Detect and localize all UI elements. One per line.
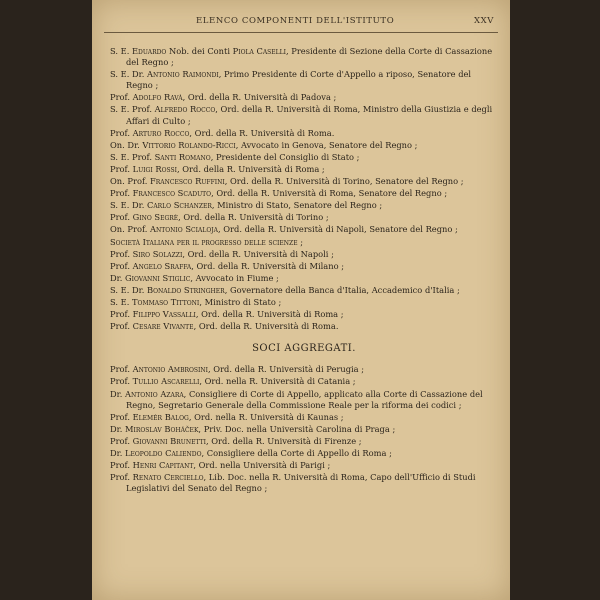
- entry-text: , Ord. nella R. Università di Kaunas ;: [188, 411, 344, 422]
- member-entry: [110, 237, 498, 248]
- aggregate-members-list: [110, 364, 498, 494]
- member-name: Adolfo Ravà: [132, 92, 183, 103]
- entry-prefix: Prof.: [110, 321, 133, 332]
- entry-text: , Ord. della R. Università di Napoli ;: [182, 248, 334, 259]
- entry-text: , Ord. della R. Università di Roma ;: [195, 309, 344, 320]
- entry-text: , Ord. della R. Università di Padova ;: [182, 92, 337, 103]
- entry-prefix: On. Prof.: [110, 176, 151, 187]
- member-name: Siro Solazzi: [132, 248, 183, 259]
- entry-prefix: Prof.: [110, 188, 133, 199]
- entry-prefix: Prof.: [110, 260, 133, 271]
- member-entry: [110, 188, 498, 199]
- member-entry: [110, 448, 498, 459]
- members-list: [110, 46, 498, 332]
- entry-prefix: Prof.: [110, 460, 133, 471]
- entry-prefix: Prof.: [110, 472, 133, 483]
- member-name: Miroslav Boháček: [124, 423, 199, 434]
- entry-text: , Consigliere della Corte di Appello di Roma ;: [201, 448, 392, 458]
- entry-text: , Ord. della R. Università di Perugia ;: [208, 364, 365, 375]
- entry-text: , Avvocato in Genova, Senatore del Regno ;: [235, 139, 418, 150]
- document-page: [92, 0, 510, 600]
- member-entry: [110, 104, 498, 126]
- entry-text: , Ord. della R. Università di Roma, Ministro della Giustizia e degli Affari di Culto ;: [126, 104, 493, 126]
- member-name: Filippo Vassalli: [132, 309, 196, 320]
- member-entry: [110, 249, 498, 260]
- entry-prefix: S. E.: [110, 296, 132, 307]
- member-entry: [110, 140, 498, 151]
- entry-prefix: S. E. Prof.: [110, 104, 155, 115]
- entry-prefix: Dr.: [110, 423, 125, 434]
- member-entry: [110, 261, 498, 272]
- entry-prefix: Prof.: [110, 127, 133, 138]
- member-name: Carlo Schanzer: [146, 200, 212, 211]
- member-entry: [110, 176, 498, 187]
- member-name: Bonaldo Stringher: [146, 284, 225, 295]
- entry-text: , Lib. Doc. nella R. Università di Roma, Capo dell'Ufficio di Studi Legislativi del Senato del Regno ;: [126, 472, 476, 494]
- entry-text: , Ord. della R. Università di Torino ;: [178, 212, 329, 223]
- entry-prefix: S. E. Dr.: [110, 69, 147, 80]
- entry-text: , Ord. della R. Università di Roma, Senatore del Regno ;: [211, 188, 448, 199]
- running-title: ELENCO COMPONENTI DELL'ISTITUTO: [196, 16, 395, 26]
- member-entry: [110, 212, 498, 223]
- member-name: Eduardo: [132, 46, 167, 56]
- member-name: Arturo Rocco: [132, 127, 190, 138]
- entry-prefix: Prof.: [110, 92, 133, 103]
- member-entry: [110, 200, 498, 211]
- member-name: Santi Romano: [154, 151, 211, 162]
- entry-text: , Ord. della R. Università di Roma.: [189, 127, 335, 138]
- running-header: [104, 12, 498, 33]
- member-name: Piola Caselli: [232, 46, 286, 56]
- entry-prefix: On. Prof.: [110, 224, 151, 235]
- member-entry: [110, 460, 498, 471]
- member-name: Renato Cerciello: [132, 472, 204, 483]
- member-entry: [110, 376, 498, 387]
- section-title: SOCI AGGREGATI.: [252, 343, 356, 355]
- member-name: Elemér Balog: [132, 411, 189, 422]
- entry-prefix: Prof.: [110, 212, 133, 223]
- member-entry: [110, 472, 498, 494]
- member-name: Vittorio Rolando-Ricci: [142, 139, 236, 150]
- member-name: Antonio Azara: [124, 388, 184, 399]
- member-name: Cesare Vivante: [132, 321, 194, 332]
- member-entry: [110, 364, 498, 375]
- member-entry: [110, 224, 498, 235]
- entry-prefix: Prof.: [110, 248, 133, 259]
- member-name: Società Italiana per il progresso delle scienze: [110, 236, 298, 247]
- page-number: XXV: [473, 16, 494, 26]
- entry-text: , Priv. Doc. nella Università Carolina di Praga ;: [198, 423, 396, 434]
- member-entry: [110, 69, 498, 91]
- member-name: Alfredo Rocco: [154, 104, 216, 115]
- entry-prefix: Prof.: [110, 309, 133, 320]
- member-entry: [110, 412, 498, 423]
- member-name: Luigi Rossi: [132, 163, 177, 174]
- member-name: Antonio Ambrosini: [132, 364, 209, 375]
- entry-text: Nob. dei Conti: [166, 46, 233, 56]
- member-name: Francesco Ruffini: [150, 176, 225, 187]
- member-name: Leopoldo Caliendo: [124, 448, 202, 458]
- entry-prefix: Dr.: [110, 448, 125, 458]
- entry-text: , Presidente del Consiglio di Stato ;: [210, 151, 360, 162]
- entry-text: , Consigliere di Corte di Appello, applicato alla Corte di Cassazione del Regno, Segretario Generale della Commissione Reale per la riforma dei codici ;: [126, 388, 483, 410]
- entry-prefix: S. E. Prof.: [110, 151, 155, 162]
- entry-text: , Ord. nella Università di Parigi ;: [193, 460, 331, 471]
- member-entry: [110, 128, 498, 139]
- entry-text: , Presidente di Sezione della Corte di Cassazione del Regno ;: [126, 46, 493, 68]
- entry-prefix: Prof.: [110, 163, 133, 174]
- entry-prefix: Prof.: [110, 376, 133, 387]
- entry-prefix: S. E. Dr.: [110, 200, 147, 211]
- entry-prefix: Dr.: [110, 388, 125, 399]
- member-entry: [110, 424, 498, 435]
- entry-text: , Ord. della R. Università di Torino, Senatore del Regno ;: [224, 176, 464, 187]
- member-name: Antonio Raimondi: [146, 69, 219, 80]
- entry-text: , Ministro di Stato ;: [199, 296, 282, 307]
- entry-text: ;: [297, 236, 304, 247]
- member-name: Antonio Scialoja: [150, 224, 218, 235]
- member-name: Angelo Sraffa: [132, 260, 192, 271]
- member-entry: [110, 321, 498, 332]
- member-name: Giovanni Stiglic: [124, 272, 191, 283]
- member-entry: [110, 436, 498, 447]
- entry-text: , Ord. nella R. Università di Catania ;: [199, 376, 356, 387]
- member-entry: [110, 92, 498, 103]
- entry-prefix: Prof.: [110, 411, 133, 422]
- member-entry: [110, 297, 498, 308]
- entry-text: , Ord. della R. Università di Roma ;: [176, 163, 325, 174]
- member-entry: [110, 309, 498, 320]
- member-name: Tommaso Tittoni: [132, 296, 200, 307]
- entry-text: , Governatore della Banca d'Italia, Accademico d'Italia ;: [224, 284, 460, 295]
- entry-text: , Ministro di Stato, Senatore del Regno ;: [211, 200, 383, 211]
- member-name: Gino Segrè: [132, 212, 179, 223]
- member-entry: [110, 46, 498, 68]
- member-name: Henri Capitant: [132, 460, 194, 471]
- member-entry: [110, 285, 498, 296]
- entry-text: , Avvocato in Fiume ;: [190, 272, 279, 283]
- entry-text: , Ord. della R. Università di Firenze ;: [205, 435, 362, 446]
- entry-prefix: Prof.: [110, 435, 133, 446]
- member-entry: [110, 389, 498, 411]
- entry-text: , Ord. della R. Università di Napoli, Senatore del Regno ;: [217, 224, 458, 235]
- member-entry: [110, 164, 498, 175]
- member-name: Tullio Ascarelli: [132, 376, 200, 387]
- entry-text: , Primo Presidente di Corte d'Appello a riposo, Senatore del Regno ;: [126, 69, 472, 91]
- page-body: [110, 46, 498, 495]
- member-name: Francesco Scaduto: [132, 188, 212, 199]
- entry-text: , Ord. della R. Università di Roma.: [193, 321, 339, 332]
- entry-prefix: Prof.: [110, 364, 133, 375]
- member-entry: [110, 152, 498, 163]
- entry-prefix: S. E. Dr.: [110, 284, 147, 295]
- entry-prefix: Dr.: [110, 272, 125, 283]
- entry-text: , Ord. della R. Università di Milano ;: [191, 260, 345, 271]
- entry-prefix: On. Dr.: [110, 139, 143, 150]
- member-entry: [110, 273, 498, 284]
- entry-prefix: S. E.: [110, 46, 132, 56]
- member-name: Giovanni Brunetti: [132, 435, 206, 446]
